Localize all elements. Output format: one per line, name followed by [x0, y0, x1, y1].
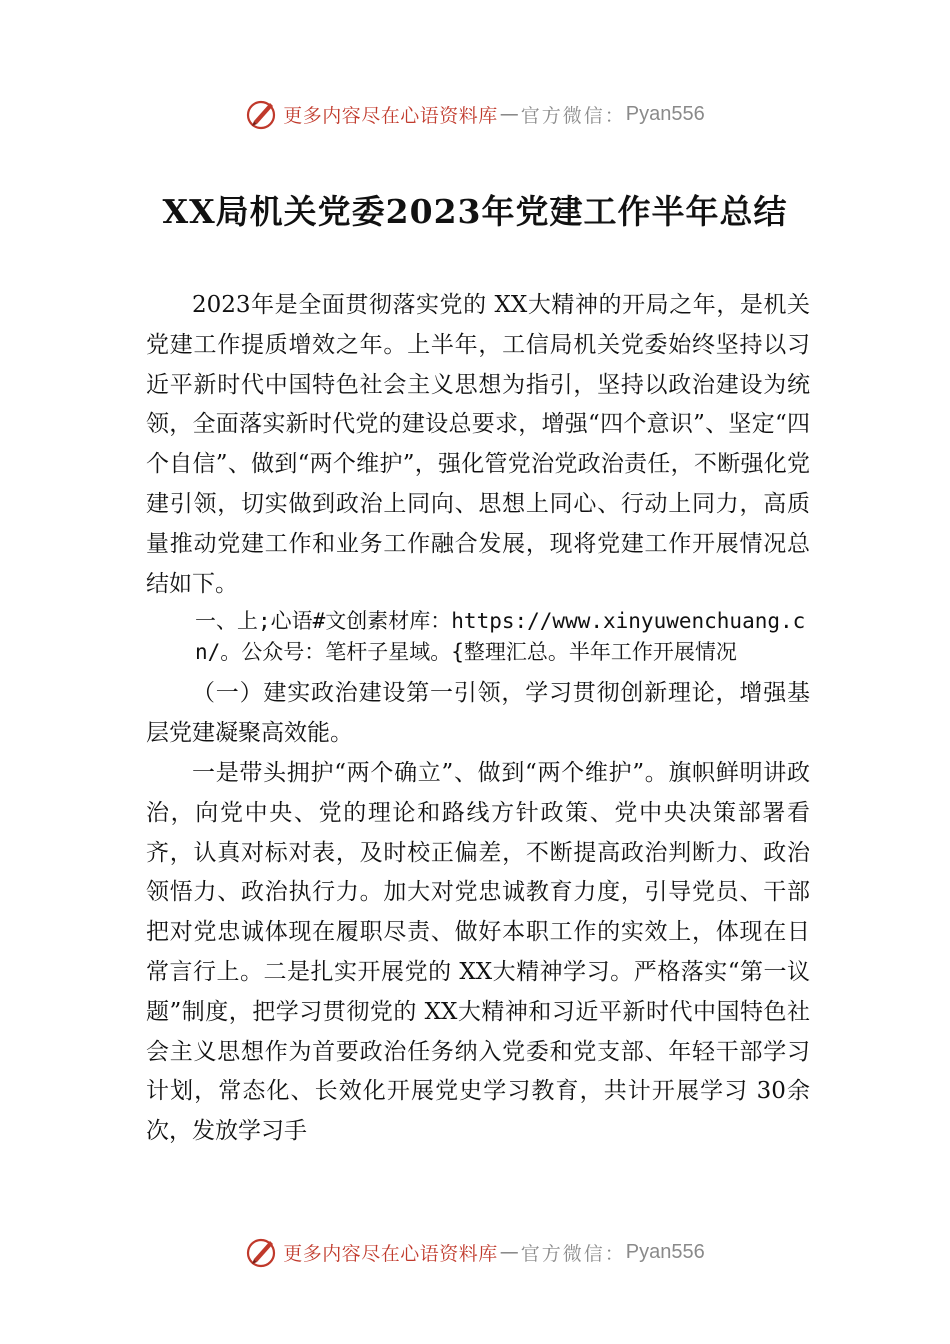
document-body — [146, 286, 810, 1152]
subsection-heading: （一）建实政治建设第一引领，学习贯彻创新理论，增强基层党建凝聚高效能。 — [146, 680, 810, 747]
section-heading-with-watermark: 一、上;心语#文创素材库：https://www.xinyuwenchuang.cn/。公众号：笔杆子星域。{整理汇总。半年工作开展情况 — [195, 609, 806, 665]
banner-wechat-id: Pyan556 — [625, 102, 705, 125]
intro-paragraph: 2023年是全面贯彻落实党的 XX大精神的开局之年，是机关党建工作提质增效之年。上半年，工信局机关党委始终坚持以习近平新时代中国特色社会主义思想为指引，坚持以政治建设为统领，全面落实新时代党的建设总要求，增强“四个意识”、坚定“四个自信”、做到“两个维护”，强化管党治党政治责任，不断强化党建引领，切实做到政治上同向、思想上同心、行动上同力，高质量推动党建工作和业务工作融合发展，现将党建工作开展情况总结如下。 — [146, 292, 810, 597]
pen-logo-icon — [245, 1235, 279, 1269]
banner-separator: — — [499, 1241, 519, 1263]
banner-separator: — — [499, 103, 519, 125]
document-title: XX局机关党委2023年党建工作半年总结 — [162, 192, 788, 231]
banner-wechat-id: Pyan556 — [625, 1240, 705, 1263]
banner-wechat-label: 官方微信： — [520, 104, 626, 127]
pen-logo-icon — [245, 97, 279, 131]
banner-wechat-label: 官方微信： — [520, 1242, 626, 1265]
footer-watermark-banner — [0, 1232, 950, 1272]
header-watermark-banner — [0, 94, 950, 134]
banner-text: 更多内容尽在心语资料库 — [283, 104, 498, 127]
body-paragraph: 一是带头拥护“两个确立”、做到“两个维护”。旗帜鲜明讲政治，向党中央、党的理论和路线方针政策、党中央决策部署看齐，认真对标对表，及时校正偏差，不断提高政治判断力、政治领悟力、政治执行力。加大对党忠诚教育力度，引导党员、干部把对党忠诚体现在履职尽责、做好本职工作的实效上，体现在日常言行上。二是扎实开展党的 XX大精神学习。严格落实“第一议题”制度，把学习贯彻党的 XX大精神和习近平新时代中国特色社会主义思想作为首要政治任务纳入党委和党支部、年轻干部学习计划，常态化、长效化开展党史学习教育，共计开展学习 30余次，发放学习手 — [146, 759, 810, 1145]
banner-text: 更多内容尽在心语资料库 — [283, 1242, 498, 1265]
